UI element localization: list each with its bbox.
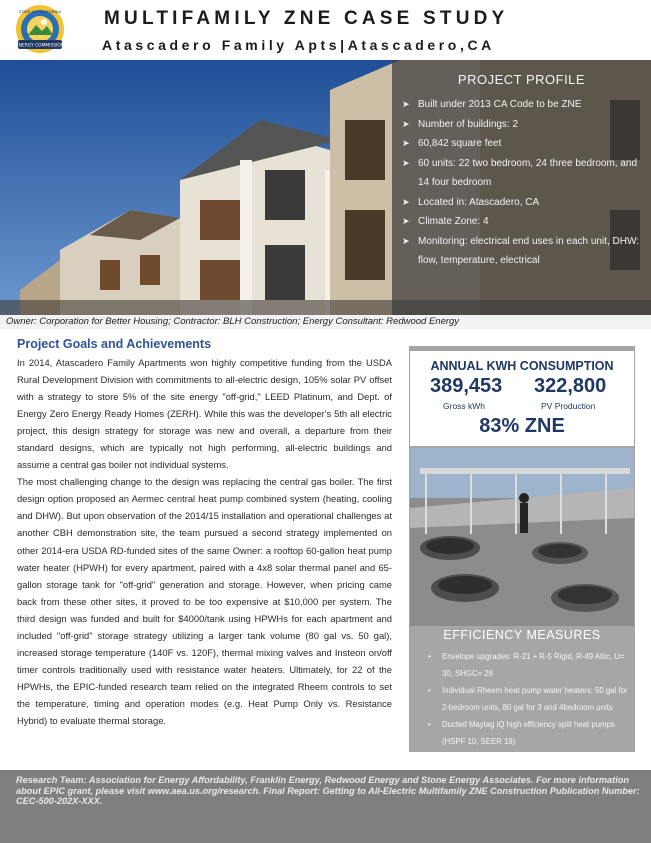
efficiency-measures-title: EFFICIENCY MEASURES	[443, 628, 601, 642]
goals-body	[17, 354, 392, 729]
project-profile-list	[402, 95, 643, 271]
list-item: ➤ Climate Zone: 4	[402, 212, 643, 232]
page-subtitle: Atascadero Family Apts|Atascadero,CA	[102, 37, 495, 53]
arrow-bullet-icon: ➤	[402, 99, 410, 109]
list-item: ➤ Located in: Atascadero, CA	[402, 193, 643, 213]
arrow-bullet-icon: ➤	[402, 235, 410, 246]
arrow-bullet-icon: ➤	[402, 138, 410, 148]
svg-text:STATE OF CALIFORNIA: STATE OF CALIFORNIA	[19, 9, 61, 14]
arrow-bullet-icon: ➤	[402, 196, 410, 207]
arrow-bullet-icon: ➤	[402, 157, 410, 168]
goals-paragraph-1: In 2014, Atascadero Family Apartments won highly competitive funding from the USDA Rural Development Division with commitments to all-electric design, 105% solar PV offset with a strategy to store 5% of the site energy "off-grid," LEED Platinum, and Dept. of Energy Zero Energy Ready Homes (ZERH). While this was the developer's 5th all electric project, this design strategy for storage was new and overall, a departure from their standard designs, which are typically not high performing, all-electric buildings and assume a central gas boiler not individual systems.	[17, 357, 392, 471]
pv-production-value: 322,800	[534, 375, 607, 397]
list-item: • Individual Rheem heat pump water heaters: 50 gal for 2-bedroom units, 80 gal for 3 and 4bedroom units	[428, 682, 628, 716]
efficiency-measures-list	[428, 648, 628, 750]
gross-kwh-label: Gross kWh	[443, 401, 486, 411]
energy-commission-logo	[12, 4, 68, 56]
list-item: ➤ Built under 2013 CA Code to be ZNE	[402, 95, 643, 115]
list-item: ➤ 60,842 square feet	[402, 134, 643, 154]
footer	[0, 770, 651, 843]
footer-research-text: Research Team: Association for Energy Affordability, Franklin Energy, Redwood Energy and Stone Energy Associates. For more information about EPIC grant, please visit www.aea.us.org/research. Final Report: Getting to All-Electric Multifamily ZNE Construction Publication Number: CEC-500-202X-XXX.	[16, 775, 640, 806]
list-item: ➤ Number of buildings: 2	[402, 115, 643, 135]
header	[0, 0, 651, 60]
gross-kwh-value: 389,453	[430, 375, 503, 397]
bullet-icon: •	[428, 686, 431, 695]
list-item: ➤ Monitoring: electrical end uses in each unit, DHW: flow, temperature, electrical	[402, 232, 643, 271]
kwh-title: ANNUAL KWH CONSUMPTION	[430, 359, 614, 373]
goals-paragraph-2: The most challenging change to the design was replacing the central gas boiler. The first design option proposed an Aermec central heat pump combined system (heating, cooling and DHW). But upon observation of the 2014/15 installation and operational challenges at another CBH demonstration site, the team pursued a second strategy implemented on other 2014-era USDA RD-funded sites of the same Owner: a rooftop 60-gallon heat pump water heater (HPWH) for every apartment, paired with a 4x8 solar thermal panel and 65-gallon storage tank for "off-grid" generation and storage. However, when pricing came back from these other sites, it proved to be too expensive at $10,000 per system. The third design was funded and built for $4000/tank using HPWHs for each apartment and included "off-grid" storage strategy utilizing a larger tank volume (80 gal vs. 50 gal), increased storage temperature (140F vs. 120F), thermal mixing valves and Insteon on/off timer controls traditionally used with resistance water heaters. Ultimately, for 22 of the HPWHs, the EPIC-funded research team relied on the integrated Rheem controls to set the temperature, timing and operation modes (e.g. Heat Pump Only vs. Resistance Hybrid) to evaluate thermal storage.	[17, 476, 392, 726]
page-title: MULTIFAMILY ZNE CASE STUDY	[104, 8, 509, 29]
project-profile-title: PROJECT PROFILE	[457, 72, 586, 87]
zne-percent: 83% ZNE	[479, 415, 565, 437]
pv-production-label: PV Production	[541, 401, 596, 411]
list-item: • Ducted Maytag iQ high efficiency split heat pumps (HSPF 10, SEER 19)	[428, 716, 628, 750]
list-item: • Envelope upgrades: R-21 + R-5 Rigid, R-49 Attic, U= 30, SHGC= 28	[428, 648, 628, 682]
list-item: ➤ 60 units: 22 two bedroom, 24 three bedroom, and 14 four bedroom	[402, 154, 643, 193]
project-profile-panel	[392, 60, 651, 315]
bullet-icon: •	[428, 652, 431, 661]
goals-heading: Project Goals and Achievements	[17, 337, 212, 351]
arrow-bullet-icon: ➤	[402, 118, 410, 129]
heat-pump-rooftop-photo	[410, 448, 634, 626]
bullet-icon: •	[428, 720, 431, 729]
svg-text:ENERGY COMMISSION: ENERGY COMMISSION	[15, 43, 65, 49]
arrow-bullet-icon: ➤	[402, 216, 410, 226]
owner-credits: Owner: Corporation for Better Housing; Contractor: BLH Construction; Energy Consultant: Redwood Energy	[0, 315, 651, 329]
kwh-consumption-box	[410, 351, 634, 446]
